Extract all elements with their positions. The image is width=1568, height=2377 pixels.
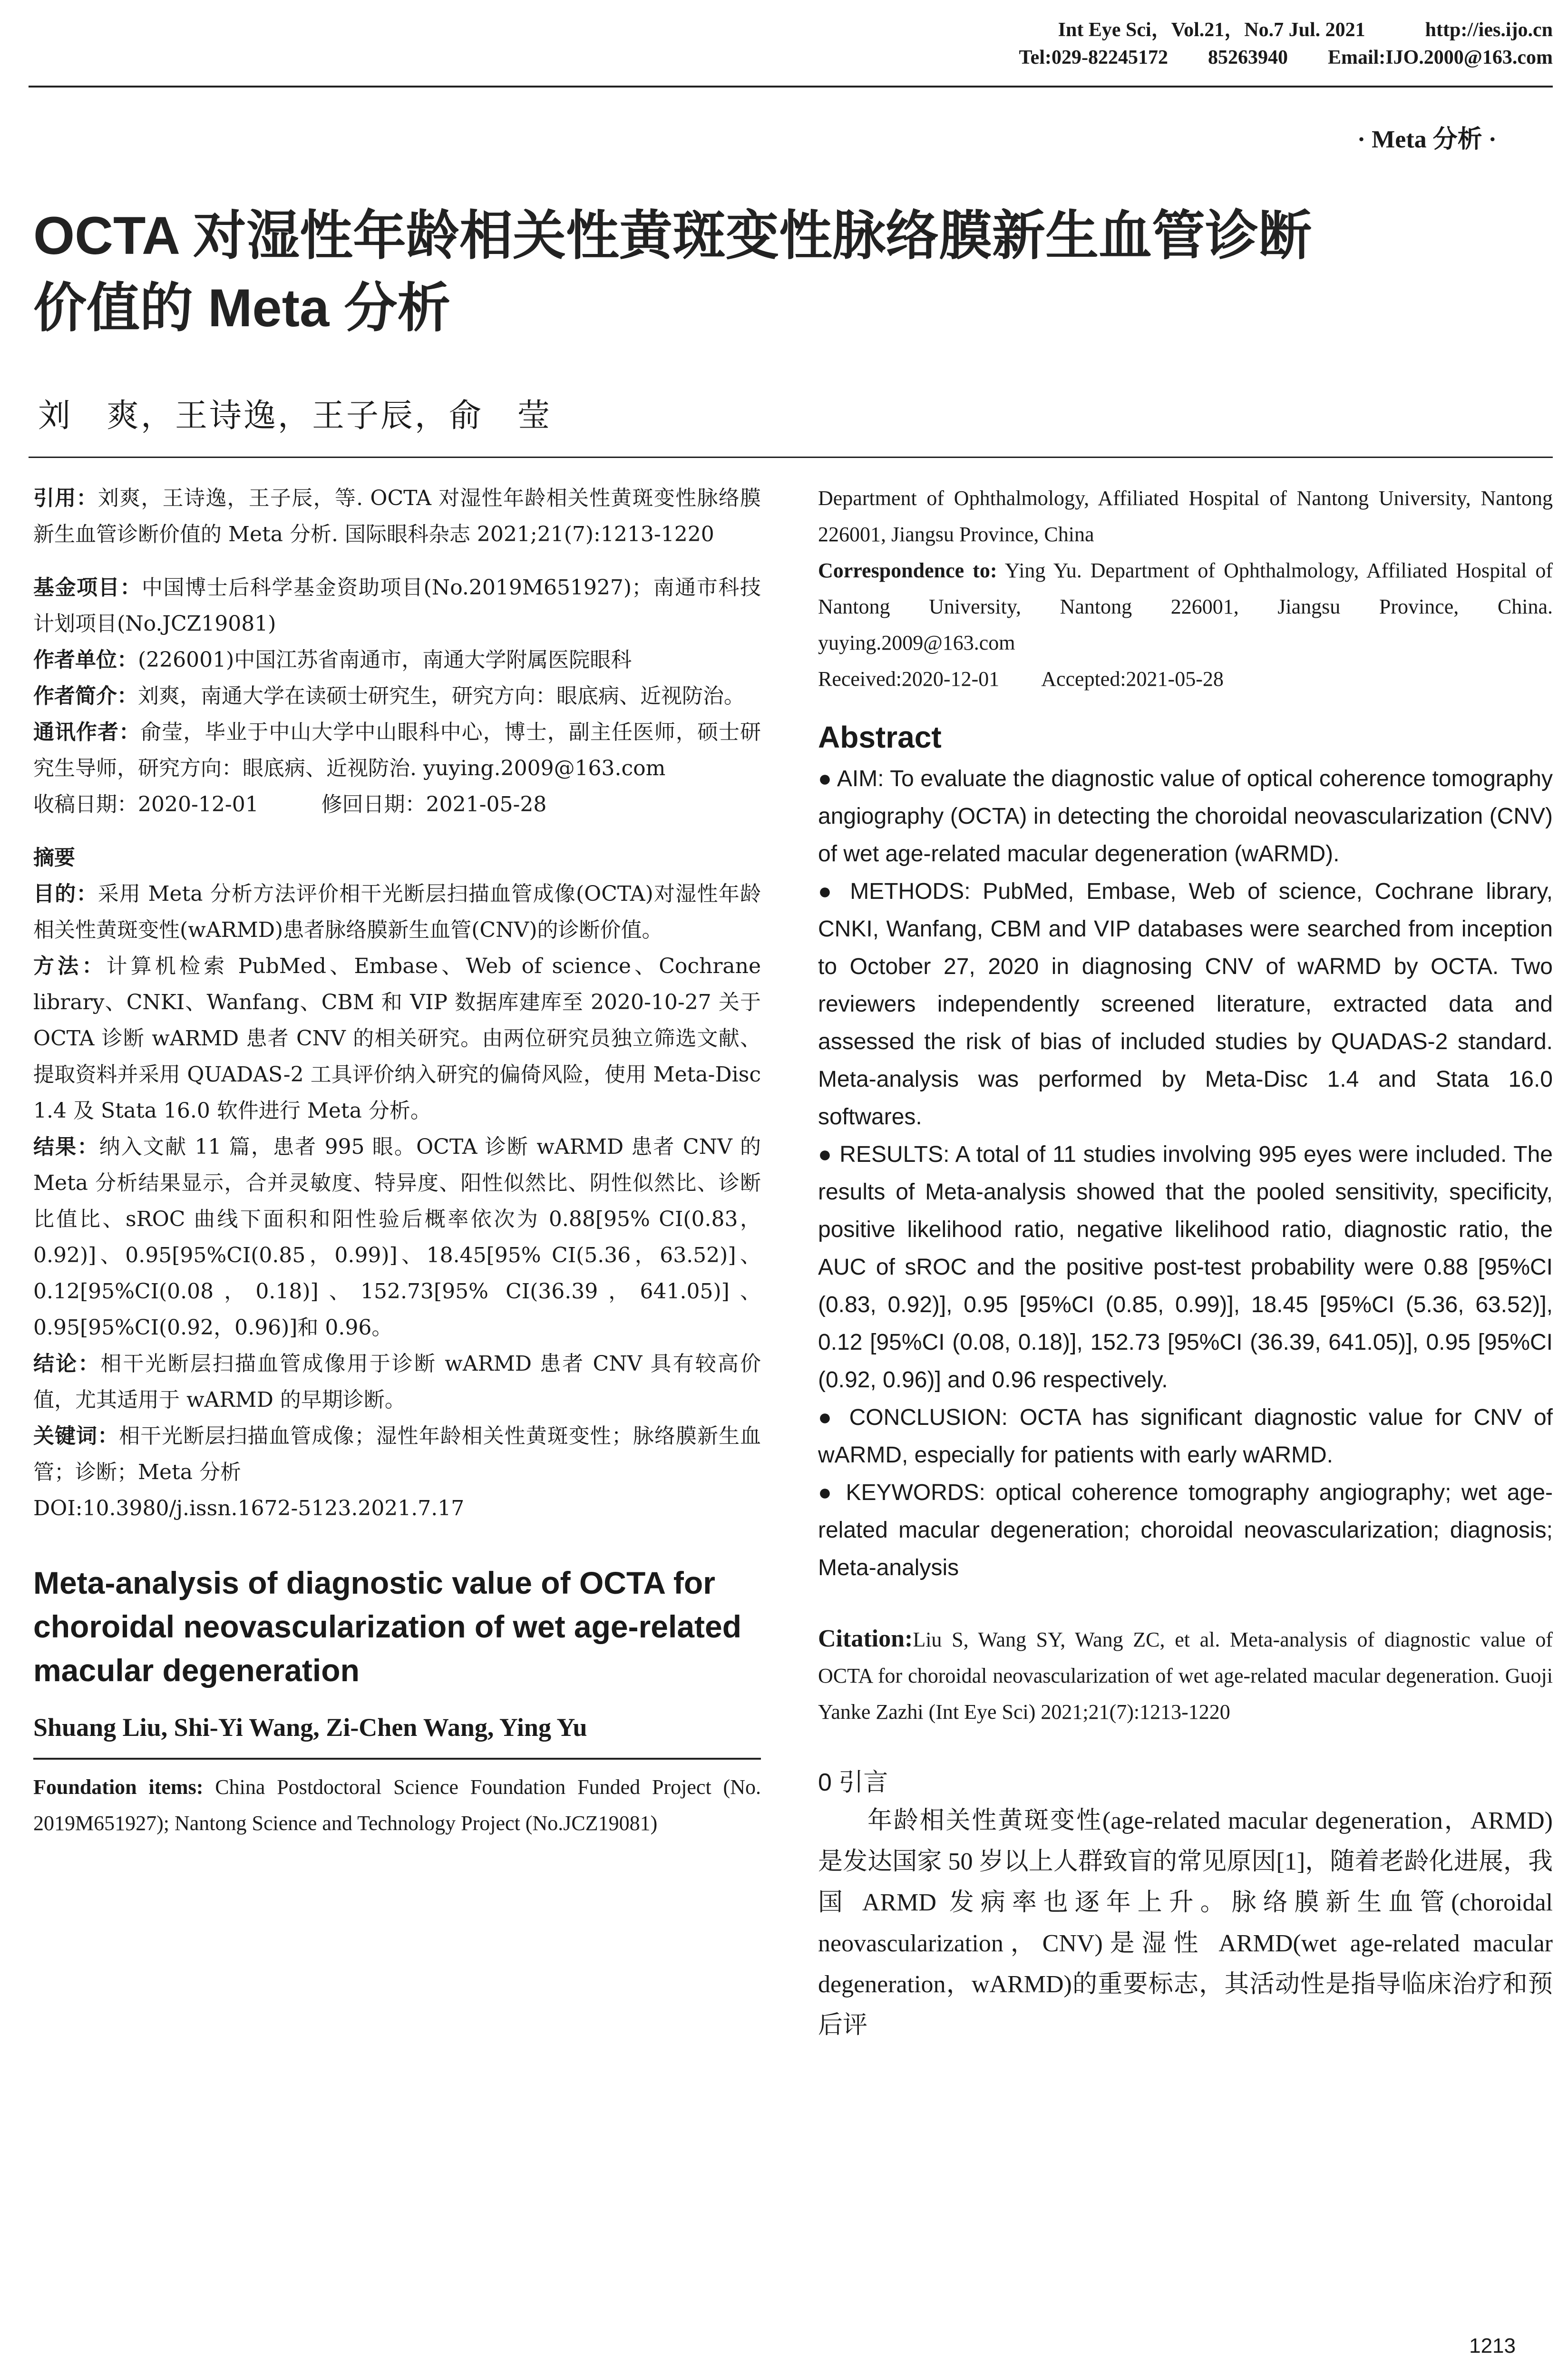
title-line-2: 价值的 Meta 分析 bbox=[33, 278, 451, 338]
page-number: 1213 bbox=[1469, 2334, 1516, 2358]
article-title-cn bbox=[33, 200, 1312, 344]
cn-conclusion: 结论：相干光断层扫描血管成像用于诊断 wARMD 患者 CNV 具有较高价值，尤其适用于 wARMD 的早期诊断。 bbox=[33, 1352, 761, 1412]
cn-citation: 引用：刘爽，王诗逸，王子辰，等. OCTA 对湿性年龄相关性黄斑变性脉络膜新生血管诊断价值的 Meta 分析. 国际眼科杂志 2021;21(7):1213-1220 bbox=[33, 486, 761, 546]
en-citation: Citation:Liu S, Wang SY, Wang ZC, et al. Meta-analysis of diagnostic value of OCTA for choroidal neovascularization of wet age-related macular degeneration. Guoji Yanke Zazhi (Int Eye Sci) 2021;21(7):1213-1220 bbox=[818, 1625, 1553, 1724]
cn-dates: 收稿日期：2020-12-01 修回日期：2021-05-28 bbox=[33, 792, 547, 817]
en-title: Meta-analysis of diagnostic value of OCTA for choroidal neovascularization of wet age-related macular degeneration bbox=[33, 1565, 742, 1688]
intro-heading: 0 引言 bbox=[818, 1769, 888, 1796]
title-line-1: OCTA 对湿性年龄相关性黄斑变性脉络膜新生血管诊断 bbox=[33, 206, 1312, 265]
section-label: · Meta 分析 · bbox=[1357, 126, 1497, 153]
left-column bbox=[33, 480, 761, 1841]
journal-header bbox=[697, 16, 1553, 71]
en-methods: ● METHODS: PubMed, Embase, Web of science, Cochrane library, CNKI, Wanfang, CBM and VIP databases were searched from inception to October 27, 2020 in diagnosing CNV of wARMD by OCTA. Two reviewers independently screened literature, extracted data and assessed the risk of bias of included studies by QUADAS-2 standard. Meta-analysis was performed by Meta-Disc 1.4 and Stata 16.0 softwares. bbox=[818, 879, 1553, 1130]
en-affiliation: Department of Ophthalmology, Affiliated Hospital of Nantong University, Nantong 226001, Jiangsu Province, China bbox=[818, 487, 1553, 546]
cn-doi[interactable]: DOI:10.3980/j.issn.1672-5123.2021.7.17 bbox=[33, 1496, 465, 1520]
cn-fund: 基金项目：中国博士后科学基金资助项目(No.2019M651927)；南通市科技计划项目(No.JCZ19081) bbox=[33, 575, 761, 636]
journal-url[interactable]: http://ies.ijo.cn bbox=[1425, 19, 1553, 41]
cn-results: 结果：纳入文献 11 篇，患者 995 眼。OCTA 诊断 wARMD 患者 CNV 的 Meta 分析结果显示，合并灵敏度、特异度、阳性似然比、阴性似然比、诊断比值比、sROC 曲线下面积和阳性验后概率依次为 0.88[95% CI(0.83，0.92)]、0.95[95%CI(0.85，0.99)]、18.45[95% CI(5.36，63.52)]、0.12[95%CI(0.08，0.18)]、152.73[95% CI(36.39，641.05)]、0.95[95%CI(0.92，0.96)]和 0.96。 bbox=[33, 1135, 761, 1340]
en-correspondence: Correspondence to: Ying Yu. Department of Ophthalmology, Affiliated Hospital of Nantong University, Nantong 226001, Jiangsu Province, China. yuying.2009@163.com bbox=[818, 559, 1553, 654]
right-column bbox=[818, 480, 1553, 2046]
en-aim: ● AIM: To evaluate the diagnostic value of optical coherence tomography angiography (OCTA) in detecting the choroidal neovascularization (CNV) of wet age-related macular degeneration (wARMD). bbox=[818, 766, 1553, 867]
en-abstract-heading: Abstract bbox=[818, 720, 942, 754]
intro-text: 年龄相关性黄斑变性(age-related macular degeneration，ARMD)是发达国家 50 岁以上人群致盲的常见原因[1]，随着老龄化进展，我国 ARMD 发病率也逐年上升。脉络膜新生血管(choroidal neovascularization，CNV)是湿性 ARMD(wet age-related macular degeneration，wARMD)的重要标志，其活动性是指导临床治疗和预后评 bbox=[818, 1807, 1553, 2039]
header-rule bbox=[29, 86, 1553, 88]
en-keywords: ● KEYWORDS: optical coherence tomography angiography; wet age-related macular degeneration; choroidal neovascularization; diagnosis; Meta-analysis bbox=[818, 1480, 1553, 1580]
title-rule bbox=[29, 457, 1553, 458]
cn-unit: 作者单位：(226001)中国江苏省南通市，南通大学附属医院眼科 bbox=[33, 648, 632, 672]
en-conclusion: ● CONCLUSION: OCTA has significant diagnostic value for CNV of wARMD, especially for patients with early wARMD. bbox=[818, 1405, 1553, 1468]
en-results: ● RESULTS: A total of 11 studies involving 995 eyes were included. The results of Meta-analysis showed that the pooled sensitivity, specificity, positive likelihood ratio, negative likelihood ratio, diagnostic ratio, the AUC of sROC and the positive post-test probability were 0.88 [95%CI (0.83, 0.92)], 0.95 [95%CI (0.85, 0.99)], 18.45 [95%CI (5.36, 63.52)], 0.12 [95%CI (0.08, 0.18)], 152.73 [95%CI (36.39, 641.05)], 0.95 [95%CI (0.92, 0.96)] and 0.96 respectively. bbox=[818, 1142, 1553, 1393]
cn-methods: 方法：计算机检索 PubMed、Embase、Web of science、Cochrane library、CNKI、Wanfang、CBM 和 VIP 数据库建库至 2020-10-27 关于 OCTA 诊断 wARMD 患者 CNV 的相关研究。由两位研究员独立筛选文献、提取资料并采用 QUADAS-2 工具评价纳入研究的偏倚风险，使用 Meta-Disc 1.4 及 Stata 16.0 软件进行 Meta 分析。 bbox=[33, 954, 761, 1123]
cn-aim: 目的：采用 Meta 分析方法评价相干光断层扫描血管成像(OCTA)对湿性年龄相关性黄斑变性(wARMD)患者脉络膜新生血管(CNV)的诊断价值。 bbox=[33, 882, 761, 942]
authors-rule bbox=[33, 1758, 761, 1760]
cn-keywords: 关键词：相干光断层扫描血管成像；湿性年龄相关性黄斑变性；脉络膜新生血管；诊断；Meta 分析 bbox=[33, 1424, 761, 1484]
journal-line: Int Eye Sci，Vol.21，No.7 Jul. 2021 bbox=[1058, 19, 1365, 41]
contact-line: Tel:029-82245172 85263940 Email:IJO.2000@163.com bbox=[1019, 47, 1553, 68]
en-received: Received:2020-12-01 Accepted:2021-05-28 bbox=[818, 667, 1224, 691]
en-authors: Shuang Liu, Shi-Yi Wang, Zi-Chen Wang, Ying Yu bbox=[33, 1713, 587, 1742]
en-foundation: Foundation items: China Postdoctoral Science Foundation Funded Project (No. 2019M651927); Nantong Science and Technology Project (No.JCZ19081) bbox=[33, 1775, 761, 1835]
cn-abstract-heading: 摘要 bbox=[33, 846, 75, 869]
cn-bio: 作者简介：刘爽，南通大学在读硕士研究生，研究方向：眼底病、近视防治。 bbox=[33, 684, 745, 708]
cn-corr: 通讯作者：俞莹，毕业于中山大学中山眼科中心，博士，副主任医师，硕士研究生导师，研究方向：眼底病、近视防治. yuying.2009@163.com bbox=[33, 720, 761, 780]
authors-cn: 刘 爽，王诗逸，王子辰，俞 莹 bbox=[38, 397, 552, 435]
